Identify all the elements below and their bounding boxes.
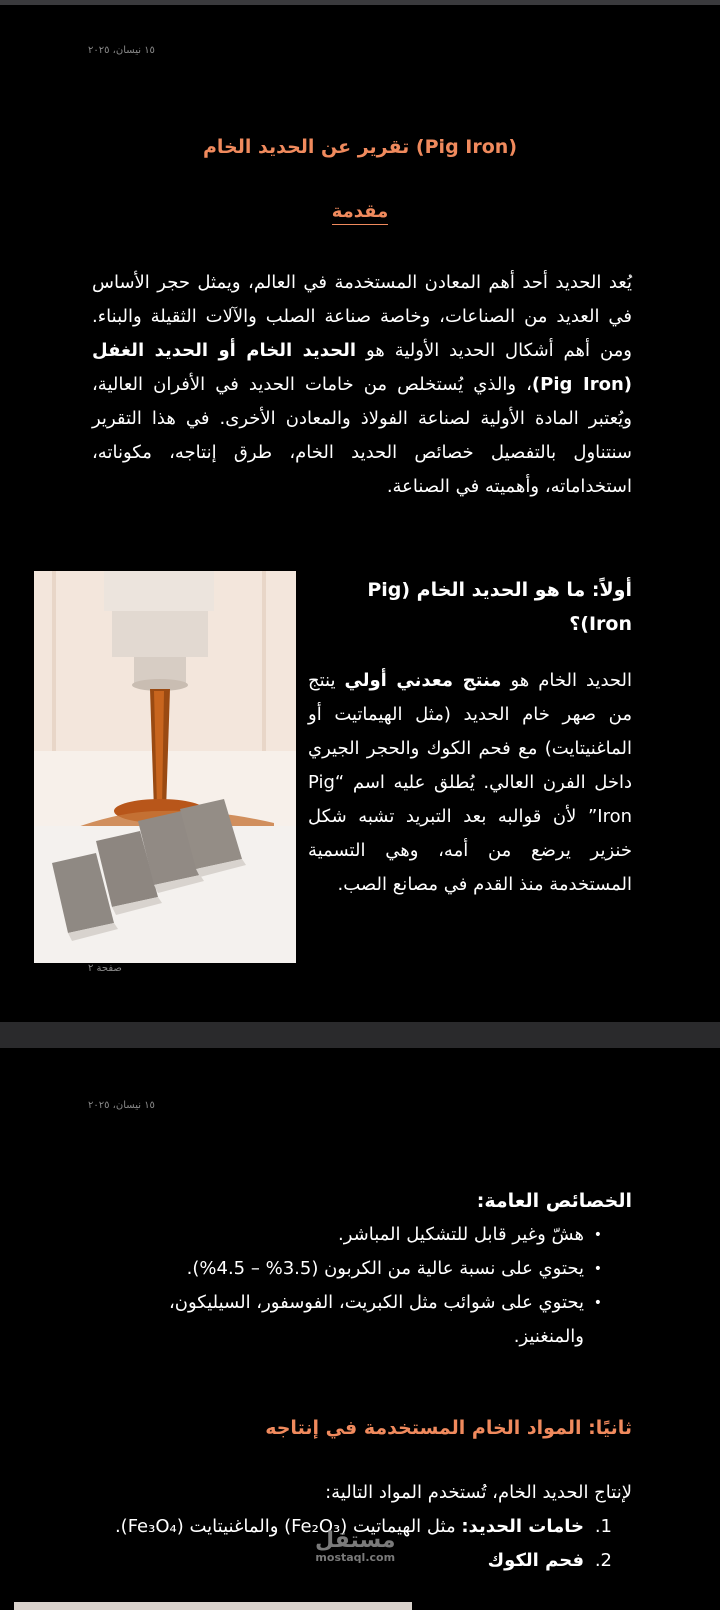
material-label: خامات الحديد: xyxy=(461,1516,584,1537)
intro-heading-text: مقدمة xyxy=(332,201,389,225)
pig-iron-illustration xyxy=(34,571,296,963)
list-item xyxy=(100,1252,632,1286)
properties-list xyxy=(100,1218,632,1354)
bullet-icon: • xyxy=(593,1261,602,1277)
bullet-icon: • xyxy=(593,1295,602,1311)
intro-paragraph xyxy=(92,266,632,504)
intro-text-1: يُعد الحديد أحد أهم المعادن المستخدمة في العالم، ويمثل حجر الأساس في العديد من الصناعات، وخاصة صناعة الصلب والآلات الثقيلة والبناء. ومن أهم أشكال الحديد الأولية هو xyxy=(92,272,632,361)
section-1-heading: أولاً: ما هو الحديد الخام (Pig Iron)؟ xyxy=(367,579,632,635)
list-item xyxy=(100,1218,632,1252)
next-page-image-edge xyxy=(14,1602,412,1610)
list-item-text: يحتوي على شوائب مثل الكبريت، الفوسفور، السيليكون، والمنغنيز. xyxy=(168,1292,584,1347)
page-number-label: صفحة ٢ xyxy=(88,963,122,974)
header-date: ١٥ نيسان، ٢٠٢٥ xyxy=(88,1100,155,1111)
list-item-text: يحتوي على نسبة عالية من الكربون (3.5% – 4.5%). xyxy=(186,1258,584,1279)
intro-text-2: ، والذي يُستخلص من خامات الحديد في الأفران العالية، ويُعتبر المادة الأولية لصناعة الفولاذ والمعادن الأخرى. في هذا التقرير سنتناول بالتفصيل خصائص الحديد الخام، طرق إنتاجه، مكوناته، استخداماته، وأهميته في الصناعة. xyxy=(92,374,632,497)
header-date: ١٥ نيسان، ٢٠٢٥ xyxy=(88,45,155,56)
section-1-bold-term: منتج معدني أولي xyxy=(344,670,502,691)
list-item-text: هشّ وغير قابل للتشكيل المباشر. xyxy=(337,1224,584,1245)
list-number: 2. xyxy=(594,1550,612,1571)
section-2-heading: ثانيًا: المواد الخام المستخدمة في إنتاجه xyxy=(265,1417,632,1439)
material-label: فحم الكوك xyxy=(487,1550,584,1571)
properties-heading: الخصائص العامة: xyxy=(476,1190,632,1212)
section-1-text-2: ينتج من صهر خام الحديد (مثل الهيماتيت أو الماغنيتايت) مع فحم الكوك والحجر الجيري داخل الفرن العالي. يُطلق عليه اسم “Pig Iron” لأن قوالبه بعد التبريد تشبه شكل خنزير يرضع من أمه، وهي التسمية المستخدمة منذ القدم في مصانع الصب. xyxy=(308,670,632,895)
list-number: 1. xyxy=(594,1516,612,1537)
watermark-latin: mostaql.com xyxy=(315,1551,396,1564)
section-1-paragraph xyxy=(308,664,632,902)
document-title: (Pig Iron) تقرير عن الحديد الخام xyxy=(202,136,517,158)
intro-bold-term: الحديد الخام أو الحديد الغفل (Pig Iron) xyxy=(92,340,632,395)
material-text: مثل الهيماتيت (Fe₂O₃) والماغنيتايت (Fe₃O₄). xyxy=(114,1516,462,1537)
section-2-intro: لإنتاج الحديد الخام، تُستخدم المواد التالية: xyxy=(325,1482,632,1503)
bullet-icon: • xyxy=(593,1227,602,1243)
section-1-text-1: الحديد الخام هو xyxy=(501,670,632,691)
intro-heading xyxy=(0,201,720,222)
document-page-1 xyxy=(0,5,720,1022)
document-page-2 xyxy=(0,1048,720,1610)
pig-iron-photo xyxy=(34,571,296,963)
watermark-arabic: مستقل xyxy=(315,1528,396,1553)
list-item xyxy=(100,1286,632,1354)
watermark-logo xyxy=(315,1530,395,1564)
